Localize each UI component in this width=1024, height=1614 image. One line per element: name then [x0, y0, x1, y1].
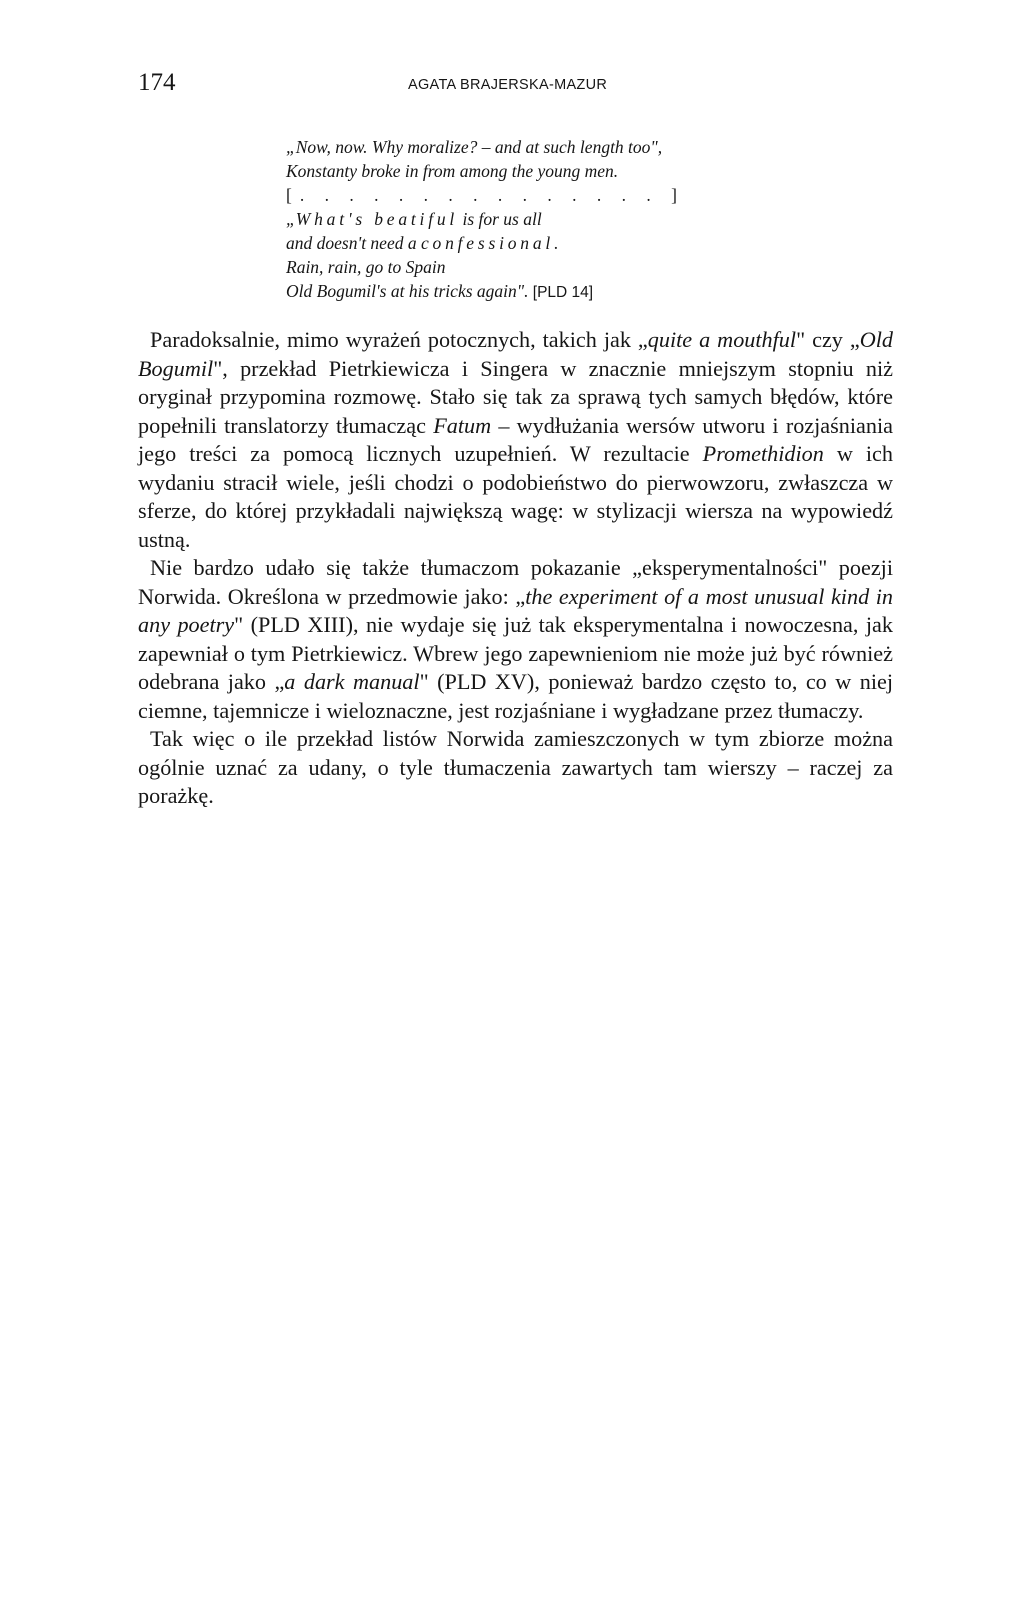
running-head [138, 68, 788, 102]
italic-phrase: the experiment of a most unusual kind in any poetry [138, 583, 894, 637]
quote-text: Old Bogumil's at his tricks again". [286, 281, 529, 301]
paragraph-2 [138, 554, 893, 725]
running-head-author: AGATA BRAJERSKA-MAZUR [408, 77, 608, 93]
quote-omission: [. . . . . . . . . . . . . . . ] [286, 185, 685, 205]
italic-phrase: a dark manual [284, 669, 420, 694]
quote-text: and doesn't need a [286, 233, 421, 253]
quote-text: is for us all [458, 209, 542, 229]
quote-line [286, 207, 846, 231]
quote-line: Rain, rain, go to Spain [286, 257, 446, 277]
text-run: Tak więc o ile przekład listów Norwida zamieszczonych w tym zbiorze można ogólnie uznać za udany, o tyle tłumaczenia zawartych tam wierszy – raczej za porażkę. [138, 726, 893, 808]
italic-phrase: Promethidion [702, 441, 824, 466]
italic-phrase: Old Bogumil [138, 327, 894, 381]
text-run: " (PLD XIII), nie wydaje się już tak eksperymentalna i nowoczesna, jak zapewniał o tym Pietrkiewicz. Wbrew jego zapewnieniom nie może już być również odebrana jako „ [138, 612, 893, 694]
text-run: " czy „ [796, 327, 860, 352]
text-run: – wydłużania wersów utworu i rozjaśniania jego treści za pomocą licznych uzupełnień. W rezultacie [138, 412, 894, 466]
italic-phrase: quite a mouthful [647, 327, 797, 352]
quote-open-mark: „ [286, 209, 296, 229]
quote-citation: [PLD 14] [528, 284, 594, 301]
body-text [138, 326, 893, 811]
text-run: Nie bardzo udało się także tłumaczom pokazanie „eksperymentalności" poezji Norwida. Określona w przedmowie jako: „ [138, 555, 893, 609]
paragraph-1 [138, 326, 893, 554]
italic-phrase: Fatum [433, 412, 492, 438]
quote-text: . [554, 233, 559, 253]
spaced-emphasis: confessional [420, 233, 555, 253]
quote-line [286, 279, 846, 305]
text-run: ", przekład Pietrkiewicza i Singera w znacznie mniejszym stopniu niż oryginał przypomina rozmowę. Stało się tak za sprawą tych samych błędów, które popełnili translatorzy tłumacząc [138, 355, 893, 438]
page-number: 174 [138, 69, 176, 96]
spaced-emphasis: What's beatiful [295, 209, 459, 229]
text-run: " (PLD XV), ponieważ bardzo często to, co w niej ciemne, tajemnicze i wieloznaczne, jest rozjaśniane i wygładzane przez tłumaczy. [138, 669, 894, 723]
quote-line: Konstanty broke in from among the young men. [286, 161, 619, 181]
paragraph-3 [138, 725, 893, 811]
quote-line [286, 231, 846, 255]
quote-line: „Now, now. Why moralize? – and at such length too", [286, 137, 663, 157]
text-run: w ich wydaniu stracił wiele, jeśli chodzi o podobieństwo do pierwowzoru, zwłaszcza w sferze, do której przykładali największą wagę: w stylizacji wiersza na wypowiedź ustną. [138, 441, 893, 552]
verse-quotation [286, 135, 846, 305]
text-run: Paradoksalnie, mimo wyrażeń potocznych, takich jak „ [150, 327, 648, 352]
